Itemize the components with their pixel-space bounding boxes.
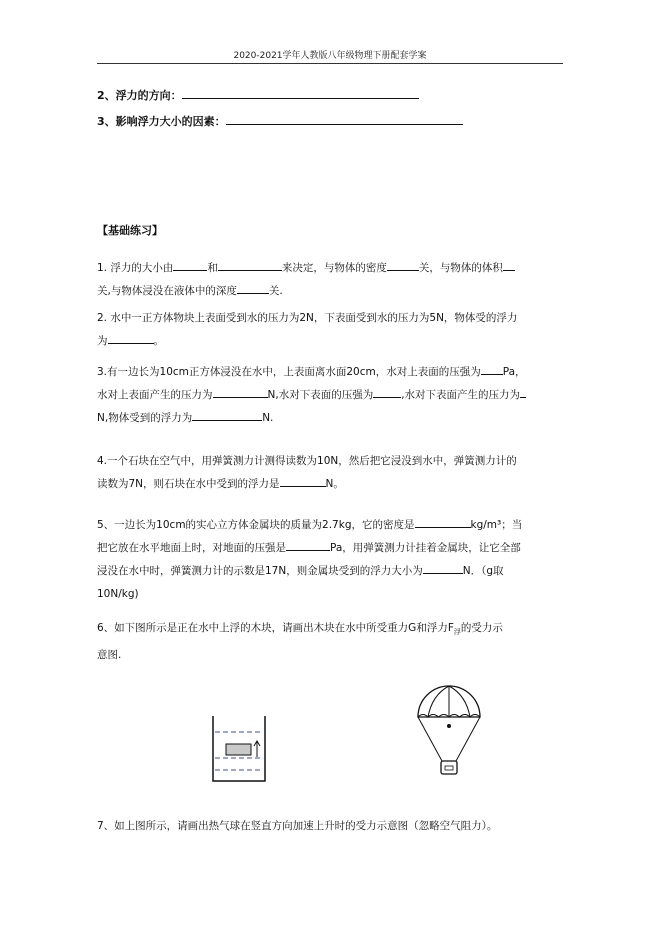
question-buoyancy-factors (97, 113, 463, 129)
question-label: 2、浮力的方向： (97, 89, 182, 102)
answer-blank[interactable] (520, 386, 526, 398)
answer-blank[interactable] (286, 539, 330, 551)
answer-blank[interactable] (173, 259, 207, 271)
page-header: 2020-2021学年人教版八年级物理下册配套学案 (233, 51, 427, 61)
balloon-basket (441, 761, 457, 774)
text-fragment: 3.有一边长为10cm正方体浸没在水中，上表面离水面20cm，水对上表面的压强为 (97, 366, 481, 378)
text-fragment: 关，与物体的体积 (418, 262, 503, 274)
answer-blank[interactable] (481, 363, 503, 375)
exercise-6 (97, 617, 565, 667)
text-fragment: Pa， (502, 366, 526, 378)
answer-blank[interactable] (280, 475, 326, 487)
text-fragment: N．（g取 (462, 565, 504, 577)
header-rule (97, 63, 563, 64)
text-fragment: 4.一个石块在空气中，用弹簧测力计测得读数为10N，然后把它浸没到水中，弹簧测力计的 (97, 455, 517, 467)
hot-air-balloon-figure (414, 681, 484, 777)
answer-blank[interactable] (192, 409, 262, 421)
text-fragment: 。 (153, 335, 164, 347)
text-fragment: 6、如下图所示是正在水中上浮的木块，请画出木块在水中所受重力G和浮力F (97, 622, 454, 634)
text-fragment: 1. 浮力的大小由 (97, 262, 174, 274)
answer-blank[interactable] (213, 386, 268, 398)
answer-blank[interactable] (503, 259, 515, 271)
beaker-block-figure (209, 714, 271, 784)
text-fragment: 2. 水中一正方体物块上表面受到水的压力为2N，下表面受到水的压力为5N，物体受的浮力 (97, 312, 518, 324)
text-fragment: 浸没在水中时，弹簧测力计的示数是17N，则金属块受到的浮力大小为 (97, 565, 423, 577)
answer-blank[interactable] (218, 259, 282, 271)
answer-blank[interactable] (373, 386, 401, 398)
exercise-3 (97, 361, 565, 430)
text-fragment: 读数为7N，则石块在水中受到的浮力是 (97, 478, 280, 490)
subscript: 浮 (453, 628, 461, 637)
text-fragment: Pa，用弹簧测力计挂着金属块，让它全部 (330, 542, 521, 554)
exercise-5 (97, 514, 565, 606)
exercise-1 (97, 257, 565, 303)
answer-blank[interactable] (182, 87, 419, 99)
answer-blank[interactable] (237, 282, 269, 294)
text-fragment: N,物体受到的浮力为 (97, 412, 193, 424)
question-label: 3、影响浮力大小的因素： (97, 115, 226, 128)
text-fragment: 来决定，与物体的密度 (281, 262, 387, 274)
text-fragment: 为 (97, 335, 108, 347)
answer-blank[interactable] (108, 332, 154, 344)
exercise-2 (97, 307, 565, 353)
text-fragment: 关,与物体浸没在液体中的深度 (97, 285, 237, 297)
text-fragment: 5、一边长为10cm的实心立方体金属块的质量为2.7kg，它的密度是 (97, 519, 415, 531)
text-fragment: 7、如上图所示，请画出热气球在竖直方向加速上升时的受力示意图（忽略空气阻力）。 (97, 820, 498, 832)
answer-blank[interactable] (423, 562, 463, 574)
wooden-block (226, 744, 251, 755)
text-fragment: 10N/kg) (97, 588, 139, 600)
answer-blank[interactable] (226, 113, 463, 125)
text-fragment: N. (262, 412, 274, 424)
text-fragment: N,水对下表面的压强为 (267, 389, 374, 401)
text-fragment: 意图. (97, 649, 122, 662)
text-fragment: 把它放在水平地面上时，对地面的压强是 (97, 542, 286, 554)
center-dot (447, 724, 451, 728)
text-fragment: N。 (325, 478, 344, 490)
answer-blank[interactable] (387, 259, 419, 271)
text-fragment: 水对上表面产生的压力为 (97, 389, 213, 401)
exercise-7 (97, 815, 565, 838)
rope (418, 717, 442, 761)
exercise-4 (97, 450, 565, 496)
text-fragment: ,水对下表面产生的压力为 (401, 389, 521, 401)
rope (456, 717, 480, 761)
section-title: 【基础练习】 (97, 224, 163, 237)
text-fragment: 的受力示 (460, 622, 503, 634)
text-fragment: kg/m³；当 (470, 519, 523, 531)
question-buoyancy-direction (97, 87, 419, 103)
answer-blank[interactable] (415, 516, 471, 528)
text-fragment: 和 (207, 262, 218, 274)
text-fragment: 关. (268, 285, 283, 297)
